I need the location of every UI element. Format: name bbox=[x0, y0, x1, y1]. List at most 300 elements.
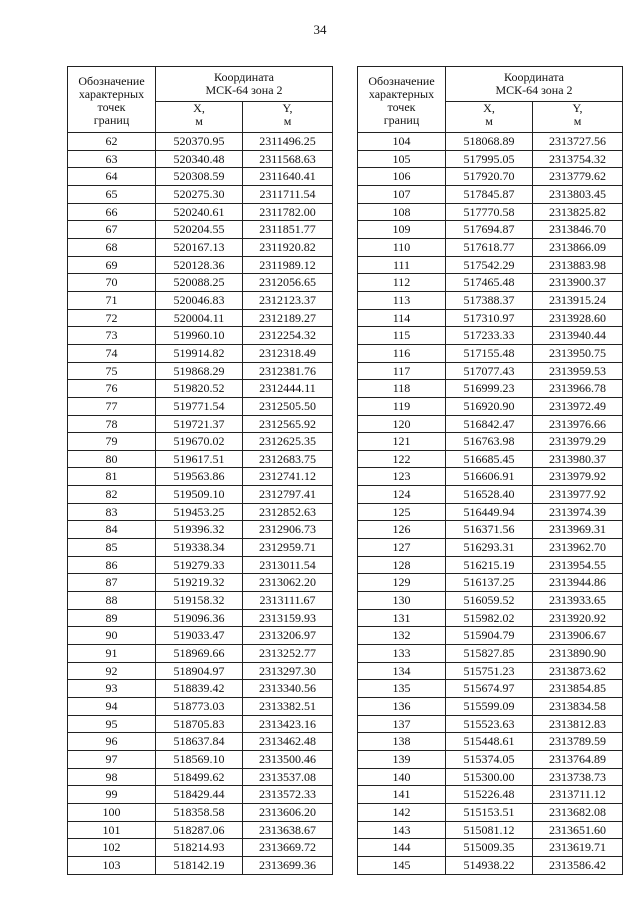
y-coordinate-cell: 2312852.63 bbox=[243, 503, 333, 521]
table-row bbox=[68, 609, 333, 627]
x-coordinate-cell: 518705.83 bbox=[156, 715, 243, 733]
y-coordinate-cell: 2312254.32 bbox=[243, 327, 333, 345]
y-coordinate-cell: 2311640.41 bbox=[243, 168, 333, 186]
point-number-cell: 77 bbox=[68, 397, 156, 415]
table-row bbox=[358, 521, 623, 539]
x-coordinate-cell: 517155.48 bbox=[446, 344, 533, 362]
table-row bbox=[358, 256, 623, 274]
x-coordinate-cell: 517310.97 bbox=[446, 309, 533, 327]
x-coordinate-cell: 516763.98 bbox=[446, 433, 533, 451]
header-designation-line: Обозначение bbox=[78, 74, 145, 88]
point-number-cell: 82 bbox=[68, 486, 156, 504]
point-number-cell: 89 bbox=[68, 609, 156, 627]
table-row bbox=[358, 238, 623, 256]
table-row bbox=[68, 574, 333, 592]
table-row bbox=[358, 344, 623, 362]
table-row bbox=[358, 645, 623, 663]
x-coordinate-cell: 517077.43 bbox=[446, 362, 533, 380]
y-coordinate-cell: 2312683.75 bbox=[243, 450, 333, 468]
y-coordinate-cell: 2313206.97 bbox=[243, 627, 333, 645]
y-coordinate-cell: 2313669.72 bbox=[243, 839, 333, 857]
table-row bbox=[68, 433, 333, 451]
point-number-cell: 84 bbox=[68, 521, 156, 539]
point-number-cell: 109 bbox=[358, 221, 446, 239]
coordinates-table-left bbox=[67, 66, 333, 875]
y-coordinate-cell: 2312318.49 bbox=[243, 344, 333, 362]
x-coordinate-cell: 515081.12 bbox=[446, 821, 533, 839]
x-coordinate-cell: 518142.19 bbox=[156, 856, 243, 874]
y-coordinate-cell: 2312381.76 bbox=[243, 362, 333, 380]
x-coordinate-cell: 519820.52 bbox=[156, 380, 243, 398]
point-number-cell: 63 bbox=[68, 150, 156, 168]
header-designation-line: границ bbox=[383, 113, 420, 127]
table-row bbox=[358, 291, 623, 309]
y-coordinate-cell: 2313252.77 bbox=[243, 645, 333, 663]
y-coordinate-cell: 2313944.86 bbox=[533, 574, 623, 592]
x-coordinate-cell: 518287.06 bbox=[156, 821, 243, 839]
y-coordinate-cell: 2313754.32 bbox=[533, 150, 623, 168]
x-coordinate-cell: 518499.62 bbox=[156, 768, 243, 786]
header-designation-line: характерных bbox=[368, 87, 435, 101]
table-row bbox=[68, 238, 333, 256]
table-row bbox=[358, 803, 623, 821]
point-number-cell: 112 bbox=[358, 274, 446, 292]
header-x-label: X, bbox=[193, 101, 205, 115]
table-row bbox=[358, 362, 623, 380]
table-row bbox=[358, 380, 623, 398]
table-row bbox=[358, 327, 623, 345]
table-row bbox=[68, 839, 333, 857]
x-coordinate-cell: 518358.58 bbox=[156, 803, 243, 821]
x-coordinate-cell: 515674.97 bbox=[446, 680, 533, 698]
table-row bbox=[358, 715, 623, 733]
point-number-cell: 139 bbox=[358, 750, 446, 768]
table-row bbox=[68, 203, 333, 221]
header-designation-line: характерных bbox=[78, 87, 145, 101]
table-row bbox=[358, 486, 623, 504]
point-number-cell: 96 bbox=[68, 733, 156, 751]
point-number-cell: 79 bbox=[68, 433, 156, 451]
y-coordinate-cell: 2312189.27 bbox=[243, 309, 333, 327]
y-coordinate-cell: 2313764.89 bbox=[533, 750, 623, 768]
point-number-cell: 130 bbox=[358, 592, 446, 610]
header-x bbox=[156, 102, 243, 133]
table-row bbox=[358, 680, 623, 698]
x-coordinate-cell: 519338.34 bbox=[156, 539, 243, 557]
point-number-cell: 126 bbox=[358, 521, 446, 539]
y-coordinate-cell: 2312444.11 bbox=[243, 380, 333, 398]
y-coordinate-cell: 2313890.90 bbox=[533, 645, 623, 663]
y-coordinate-cell: 2313711.12 bbox=[533, 786, 623, 804]
y-coordinate-cell: 2312565.92 bbox=[243, 415, 333, 433]
y-coordinate-cell: 2313974.39 bbox=[533, 503, 623, 521]
point-number-cell: 128 bbox=[358, 556, 446, 574]
header-coordinate bbox=[446, 67, 623, 102]
point-number-cell: 143 bbox=[358, 821, 446, 839]
y-coordinate-cell: 2313959.53 bbox=[533, 362, 623, 380]
point-number-cell: 133 bbox=[358, 645, 446, 663]
x-coordinate-cell: 516685.45 bbox=[446, 450, 533, 468]
point-number-cell: 118 bbox=[358, 380, 446, 398]
y-coordinate-cell: 2313011.54 bbox=[243, 556, 333, 574]
y-coordinate-cell: 2313812.83 bbox=[533, 715, 623, 733]
y-coordinate-cell: 2311851.77 bbox=[243, 221, 333, 239]
table-row bbox=[68, 309, 333, 327]
point-number-cell: 119 bbox=[358, 397, 446, 415]
point-number-cell: 132 bbox=[358, 627, 446, 645]
x-coordinate-cell: 519721.37 bbox=[156, 415, 243, 433]
table-row bbox=[68, 503, 333, 521]
x-coordinate-cell: 517233.33 bbox=[446, 327, 533, 345]
y-coordinate-cell: 2313727.56 bbox=[533, 133, 623, 151]
table-row bbox=[68, 168, 333, 186]
x-coordinate-cell: 516606.91 bbox=[446, 468, 533, 486]
y-coordinate-cell: 2313340.56 bbox=[243, 680, 333, 698]
point-number-cell: 66 bbox=[68, 203, 156, 221]
point-number-cell: 67 bbox=[68, 221, 156, 239]
y-coordinate-cell: 2312959.71 bbox=[243, 539, 333, 557]
y-coordinate-cell: 2313928.60 bbox=[533, 309, 623, 327]
x-coordinate-cell: 518773.03 bbox=[156, 698, 243, 716]
y-coordinate-cell: 2313915.24 bbox=[533, 291, 623, 309]
x-coordinate-cell: 519396.32 bbox=[156, 521, 243, 539]
y-coordinate-cell: 2313651.60 bbox=[533, 821, 623, 839]
x-coordinate-cell: 520370.95 bbox=[156, 133, 243, 151]
x-coordinate-cell: 520340.48 bbox=[156, 150, 243, 168]
x-coordinate-cell: 518969.66 bbox=[156, 645, 243, 663]
point-number-cell: 95 bbox=[68, 715, 156, 733]
x-coordinate-cell: 515153.51 bbox=[446, 803, 533, 821]
point-number-cell: 106 bbox=[358, 168, 446, 186]
y-coordinate-cell: 2312741.12 bbox=[243, 468, 333, 486]
y-coordinate-cell: 2311920.82 bbox=[243, 238, 333, 256]
point-number-cell: 120 bbox=[358, 415, 446, 433]
y-coordinate-cell: 2313900.37 bbox=[533, 274, 623, 292]
y-coordinate-cell: 2313883.98 bbox=[533, 256, 623, 274]
table-row bbox=[68, 662, 333, 680]
y-coordinate-cell: 2313789.59 bbox=[533, 733, 623, 751]
y-coordinate-cell: 2313976.66 bbox=[533, 415, 623, 433]
x-coordinate-cell: 516059.52 bbox=[446, 592, 533, 610]
x-coordinate-cell: 515374.05 bbox=[446, 750, 533, 768]
point-number-cell: 121 bbox=[358, 433, 446, 451]
x-coordinate-cell: 516999.23 bbox=[446, 380, 533, 398]
x-coordinate-cell: 520088.25 bbox=[156, 274, 243, 292]
point-number-cell: 129 bbox=[358, 574, 446, 592]
y-coordinate-cell: 2313638.67 bbox=[243, 821, 333, 839]
point-number-cell: 135 bbox=[358, 680, 446, 698]
table-row bbox=[358, 221, 623, 239]
y-coordinate-cell: 2313462.48 bbox=[243, 733, 333, 751]
point-number-cell: 70 bbox=[68, 274, 156, 292]
x-coordinate-cell: 515904.79 bbox=[446, 627, 533, 645]
y-coordinate-cell: 2311568.63 bbox=[243, 150, 333, 168]
header-coordinate-system: МСК-64 зона 2 bbox=[495, 83, 573, 97]
table-row bbox=[358, 203, 623, 221]
point-number-cell: 116 bbox=[358, 344, 446, 362]
table-row bbox=[358, 627, 623, 645]
table-row bbox=[358, 415, 623, 433]
y-coordinate-cell: 2313572.33 bbox=[243, 786, 333, 804]
table-body-right bbox=[358, 133, 623, 875]
point-number-cell: 65 bbox=[68, 185, 156, 203]
table-row bbox=[68, 468, 333, 486]
y-coordinate-cell: 2313972.49 bbox=[533, 397, 623, 415]
table-row bbox=[358, 698, 623, 716]
table-row bbox=[68, 274, 333, 292]
x-coordinate-cell: 515751.23 bbox=[446, 662, 533, 680]
point-number-cell: 144 bbox=[358, 839, 446, 857]
table-row bbox=[358, 433, 623, 451]
x-coordinate-cell: 519158.32 bbox=[156, 592, 243, 610]
point-number-cell: 90 bbox=[68, 627, 156, 645]
header-coordinate bbox=[156, 67, 333, 102]
y-coordinate-cell: 2313873.62 bbox=[533, 662, 623, 680]
point-number-cell: 136 bbox=[358, 698, 446, 716]
table-row bbox=[68, 786, 333, 804]
x-coordinate-cell: 517542.29 bbox=[446, 256, 533, 274]
point-number-cell: 98 bbox=[68, 768, 156, 786]
x-coordinate-cell: 516449.94 bbox=[446, 503, 533, 521]
point-number-cell: 138 bbox=[358, 733, 446, 751]
point-number-cell: 137 bbox=[358, 715, 446, 733]
table-row bbox=[358, 539, 623, 557]
point-number-cell: 85 bbox=[68, 539, 156, 557]
header-x-unit: м bbox=[485, 114, 493, 128]
point-number-cell: 74 bbox=[68, 344, 156, 362]
point-number-cell: 99 bbox=[68, 786, 156, 804]
point-number-cell: 76 bbox=[68, 380, 156, 398]
y-coordinate-cell: 2313500.46 bbox=[243, 750, 333, 768]
point-number-cell: 78 bbox=[68, 415, 156, 433]
point-number-cell: 125 bbox=[358, 503, 446, 521]
table-row bbox=[358, 786, 623, 804]
header-y bbox=[243, 102, 333, 133]
x-coordinate-cell: 516920.90 bbox=[446, 397, 533, 415]
point-number-cell: 94 bbox=[68, 698, 156, 716]
coordinates-table-right bbox=[357, 66, 623, 875]
x-coordinate-cell: 519617.51 bbox=[156, 450, 243, 468]
table-row bbox=[68, 221, 333, 239]
y-coordinate-cell: 2313920.92 bbox=[533, 609, 623, 627]
table-row bbox=[68, 362, 333, 380]
point-number-cell: 88 bbox=[68, 592, 156, 610]
y-coordinate-cell: 2313966.78 bbox=[533, 380, 623, 398]
header-y-label: Y, bbox=[282, 101, 293, 115]
table-row bbox=[68, 150, 333, 168]
x-coordinate-cell: 518429.44 bbox=[156, 786, 243, 804]
point-number-cell: 72 bbox=[68, 309, 156, 327]
header-designation-line: Обозначение bbox=[368, 74, 435, 88]
table-row bbox=[68, 856, 333, 874]
table-row bbox=[358, 662, 623, 680]
table-row bbox=[68, 803, 333, 821]
point-number-cell: 111 bbox=[358, 256, 446, 274]
y-coordinate-cell: 2313950.75 bbox=[533, 344, 623, 362]
x-coordinate-cell: 520204.55 bbox=[156, 221, 243, 239]
x-coordinate-cell: 516371.56 bbox=[446, 521, 533, 539]
y-coordinate-cell: 2313537.08 bbox=[243, 768, 333, 786]
x-coordinate-cell: 520167.13 bbox=[156, 238, 243, 256]
x-coordinate-cell: 515982.02 bbox=[446, 609, 533, 627]
point-number-cell: 103 bbox=[68, 856, 156, 874]
header-designation bbox=[358, 67, 446, 133]
x-coordinate-cell: 515009.35 bbox=[446, 839, 533, 857]
page-number: 34 bbox=[313, 22, 327, 37]
x-coordinate-cell: 517618.77 bbox=[446, 238, 533, 256]
y-coordinate-cell: 2312625.35 bbox=[243, 433, 333, 451]
table-row bbox=[68, 750, 333, 768]
y-coordinate-cell: 2313738.73 bbox=[533, 768, 623, 786]
table-row bbox=[68, 327, 333, 345]
point-number-cell: 81 bbox=[68, 468, 156, 486]
table-row bbox=[358, 839, 623, 857]
y-coordinate-cell: 2313062.20 bbox=[243, 574, 333, 592]
x-coordinate-cell: 520046.83 bbox=[156, 291, 243, 309]
y-coordinate-cell: 2313682.08 bbox=[533, 803, 623, 821]
x-coordinate-cell: 520275.30 bbox=[156, 185, 243, 203]
x-coordinate-cell: 516842.47 bbox=[446, 415, 533, 433]
table-row bbox=[358, 821, 623, 839]
table-row bbox=[68, 768, 333, 786]
x-coordinate-cell: 516137.25 bbox=[446, 574, 533, 592]
x-coordinate-cell: 520308.59 bbox=[156, 168, 243, 186]
point-number-cell: 108 bbox=[358, 203, 446, 221]
y-coordinate-cell: 2313606.20 bbox=[243, 803, 333, 821]
y-coordinate-cell: 2313699.36 bbox=[243, 856, 333, 874]
table-row bbox=[68, 715, 333, 733]
x-coordinate-cell: 519033.47 bbox=[156, 627, 243, 645]
y-coordinate-cell: 2312505.50 bbox=[243, 397, 333, 415]
y-coordinate-cell: 2313834.58 bbox=[533, 698, 623, 716]
y-coordinate-cell: 2312906.73 bbox=[243, 521, 333, 539]
table-row bbox=[358, 133, 623, 151]
x-coordinate-cell: 517920.70 bbox=[446, 168, 533, 186]
table-row bbox=[358, 592, 623, 610]
point-number-cell: 124 bbox=[358, 486, 446, 504]
x-coordinate-cell: 518904.97 bbox=[156, 662, 243, 680]
table-row bbox=[68, 627, 333, 645]
table-row bbox=[358, 556, 623, 574]
header-y bbox=[533, 102, 623, 133]
point-number-cell: 75 bbox=[68, 362, 156, 380]
point-number-cell: 141 bbox=[358, 786, 446, 804]
y-coordinate-cell: 2313423.16 bbox=[243, 715, 333, 733]
table-row bbox=[68, 556, 333, 574]
table-row bbox=[358, 450, 623, 468]
x-coordinate-cell: 518214.93 bbox=[156, 839, 243, 857]
y-coordinate-cell: 2313940.44 bbox=[533, 327, 623, 345]
x-coordinate-cell: 515300.00 bbox=[446, 768, 533, 786]
header-designation-line: границ bbox=[93, 113, 130, 127]
y-coordinate-cell: 2313979.92 bbox=[533, 468, 623, 486]
x-coordinate-cell: 519096.36 bbox=[156, 609, 243, 627]
y-coordinate-cell: 2313619.71 bbox=[533, 839, 623, 857]
table-row bbox=[68, 256, 333, 274]
header-designation-line: точек bbox=[97, 100, 126, 114]
table-row bbox=[358, 274, 623, 292]
y-coordinate-cell: 2313854.85 bbox=[533, 680, 623, 698]
point-number-cell: 71 bbox=[68, 291, 156, 309]
point-number-cell: 100 bbox=[68, 803, 156, 821]
point-number-cell: 127 bbox=[358, 539, 446, 557]
x-coordinate-cell: 515599.09 bbox=[446, 698, 533, 716]
table-row bbox=[358, 768, 623, 786]
point-number-cell: 122 bbox=[358, 450, 446, 468]
header-coordinate-system: МСК-64 зона 2 bbox=[205, 83, 283, 97]
header-y-unit: м bbox=[283, 114, 292, 128]
table-row bbox=[358, 609, 623, 627]
x-coordinate-cell: 516215.19 bbox=[446, 556, 533, 574]
header-y-unit: м bbox=[573, 114, 582, 128]
table-row bbox=[358, 309, 623, 327]
x-coordinate-cell: 516528.40 bbox=[446, 486, 533, 504]
x-coordinate-cell: 517845.87 bbox=[446, 185, 533, 203]
x-coordinate-cell: 518637.84 bbox=[156, 733, 243, 751]
y-coordinate-cell: 2313159.93 bbox=[243, 609, 333, 627]
x-coordinate-cell: 519509.10 bbox=[156, 486, 243, 504]
x-coordinate-cell: 519670.02 bbox=[156, 433, 243, 451]
x-coordinate-cell: 519219.32 bbox=[156, 574, 243, 592]
point-number-cell: 117 bbox=[358, 362, 446, 380]
header-x-label: X, bbox=[483, 101, 495, 115]
x-coordinate-cell: 516293.31 bbox=[446, 539, 533, 557]
x-coordinate-cell: 514938.22 bbox=[446, 856, 533, 874]
y-coordinate-cell: 2311711.54 bbox=[243, 185, 333, 203]
x-coordinate-cell: 519868.29 bbox=[156, 362, 243, 380]
y-coordinate-cell: 2313866.09 bbox=[533, 238, 623, 256]
point-number-cell: 110 bbox=[358, 238, 446, 256]
table-row bbox=[68, 592, 333, 610]
table-row bbox=[358, 856, 623, 874]
table-row bbox=[68, 486, 333, 504]
table-body-left bbox=[68, 133, 333, 875]
x-coordinate-cell: 519279.33 bbox=[156, 556, 243, 574]
x-coordinate-cell: 515226.48 bbox=[446, 786, 533, 804]
table-row bbox=[68, 645, 333, 663]
table-row bbox=[68, 450, 333, 468]
x-coordinate-cell: 519771.54 bbox=[156, 397, 243, 415]
y-coordinate-cell: 2313933.65 bbox=[533, 592, 623, 610]
point-number-cell: 142 bbox=[358, 803, 446, 821]
y-coordinate-cell: 2313586.42 bbox=[533, 856, 623, 874]
x-coordinate-cell: 518068.89 bbox=[446, 133, 533, 151]
y-coordinate-cell: 2313297.30 bbox=[243, 662, 333, 680]
header-x-unit: м bbox=[195, 114, 203, 128]
table-row bbox=[68, 397, 333, 415]
point-number-cell: 113 bbox=[358, 291, 446, 309]
header-coordinate-title: Координата bbox=[504, 70, 564, 84]
x-coordinate-cell: 517694.87 bbox=[446, 221, 533, 239]
table-row bbox=[358, 185, 623, 203]
x-coordinate-cell: 519914.82 bbox=[156, 344, 243, 362]
table-row bbox=[68, 380, 333, 398]
header-designation-line: точек bbox=[387, 100, 416, 114]
point-number-cell: 91 bbox=[68, 645, 156, 663]
x-coordinate-cell: 519960.10 bbox=[156, 327, 243, 345]
point-number-cell: 62 bbox=[68, 133, 156, 151]
point-number-cell: 140 bbox=[358, 768, 446, 786]
table-row bbox=[358, 750, 623, 768]
point-number-cell: 105 bbox=[358, 150, 446, 168]
x-coordinate-cell: 518839.42 bbox=[156, 680, 243, 698]
table-row bbox=[68, 185, 333, 203]
y-coordinate-cell: 2313962.70 bbox=[533, 539, 623, 557]
x-coordinate-cell: 515448.61 bbox=[446, 733, 533, 751]
y-coordinate-cell: 2313825.82 bbox=[533, 203, 623, 221]
y-coordinate-cell: 2313803.45 bbox=[533, 185, 623, 203]
table-row bbox=[68, 821, 333, 839]
